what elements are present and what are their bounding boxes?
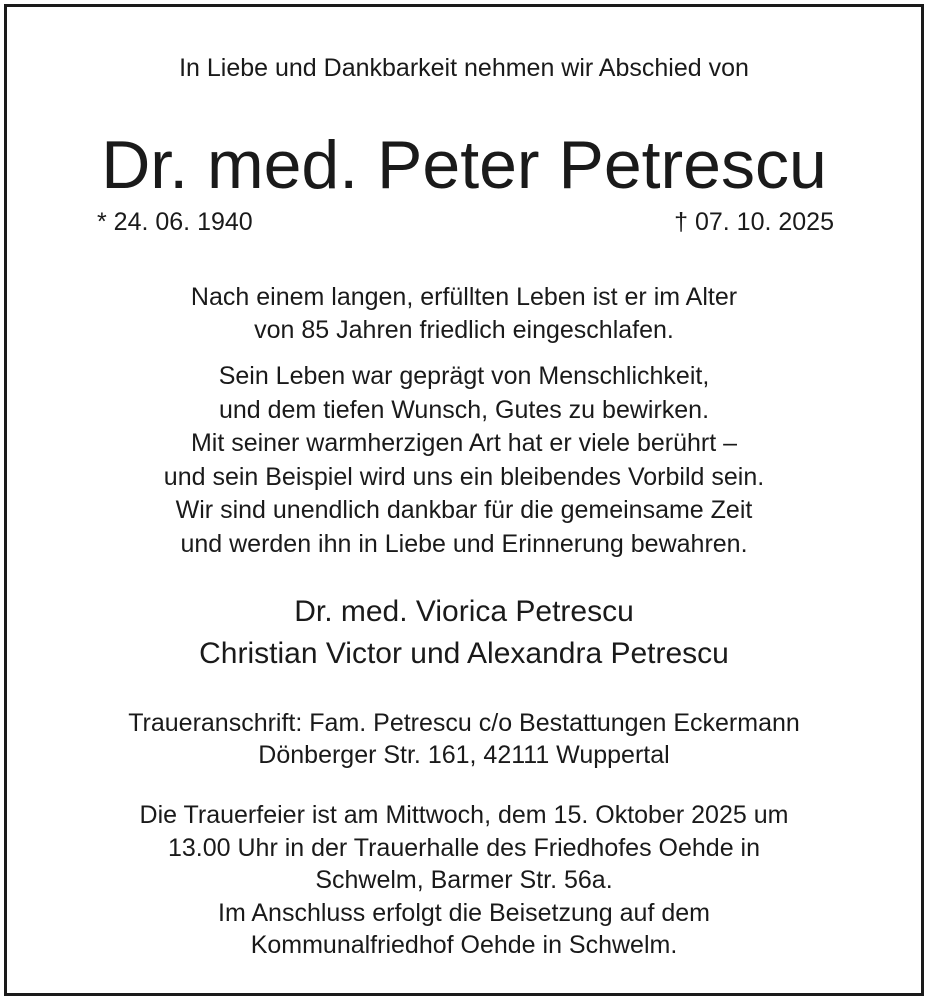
deceased-name: Dr. med. Peter Petrescu [101, 127, 827, 203]
text-line: 13.00 Uhr in der Trauerhalle des Friedhofes Oehde in [167, 833, 761, 862]
text-line: von 85 Jahren friedlich eingeschlafen. [254, 316, 674, 344]
text-line: Wir sind unendlich dankbar für die gemeinsame Zeit [175, 496, 753, 525]
text-line: Dönberger Str. 161, 42111 Wuppertal [258, 741, 670, 769]
mourner-name: Dr. med. Viorica Petrescu [294, 595, 634, 628]
mourning-address [7, 707, 921, 771]
death-date: † 07. 10. 2025 [674, 208, 834, 236]
intro-text: In Liebe und Dankbarkeit nehmen wir Abschied von [179, 54, 749, 82]
tribute-paragraph [7, 360, 921, 562]
mourners-list [7, 591, 921, 675]
mourner-name: Christian Victor und Alexandra Petrescu [199, 637, 729, 670]
text-line: und sein Beispiel wird uns ein bleibendes Vorbild sein. [163, 462, 765, 491]
text-line: Nach einem langen, erfüllten Leben ist er im Alter [190, 283, 738, 311]
text-line: Sein Leben war geprägt von Menschlichkeit, [218, 362, 710, 390]
text-line: Kommunalfriedhof Oehde in Schwelm. [250, 931, 678, 959]
passing-paragraph [7, 281, 921, 347]
text-line: und dem tiefen Wunsch, Gutes zu bewirken. [218, 395, 710, 424]
text-line: Traueranschrift: Fam. Petrescu c/o Bestattungen Eckermann [128, 709, 800, 737]
text-line: Die Trauerfeier ist am Mittwoch, dem 15. Oktober 2025 um [139, 801, 789, 829]
text-line: Im Anschluss erfolgt die Beisetzung auf dem [218, 898, 710, 927]
text-line: Schwelm, Barmer Str. 56a. [315, 866, 613, 894]
obituary-notice [4, 4, 924, 996]
text-line: Mit seiner warmherzigen Art hat er viele berührt – [190, 429, 738, 458]
funeral-details [7, 799, 921, 962]
life-dates [7, 205, 921, 239]
text-line: und werden ihn in Liebe und Erinnerung bewahren. [180, 529, 748, 558]
birth-date: * 24. 06. 1940 [97, 208, 253, 236]
